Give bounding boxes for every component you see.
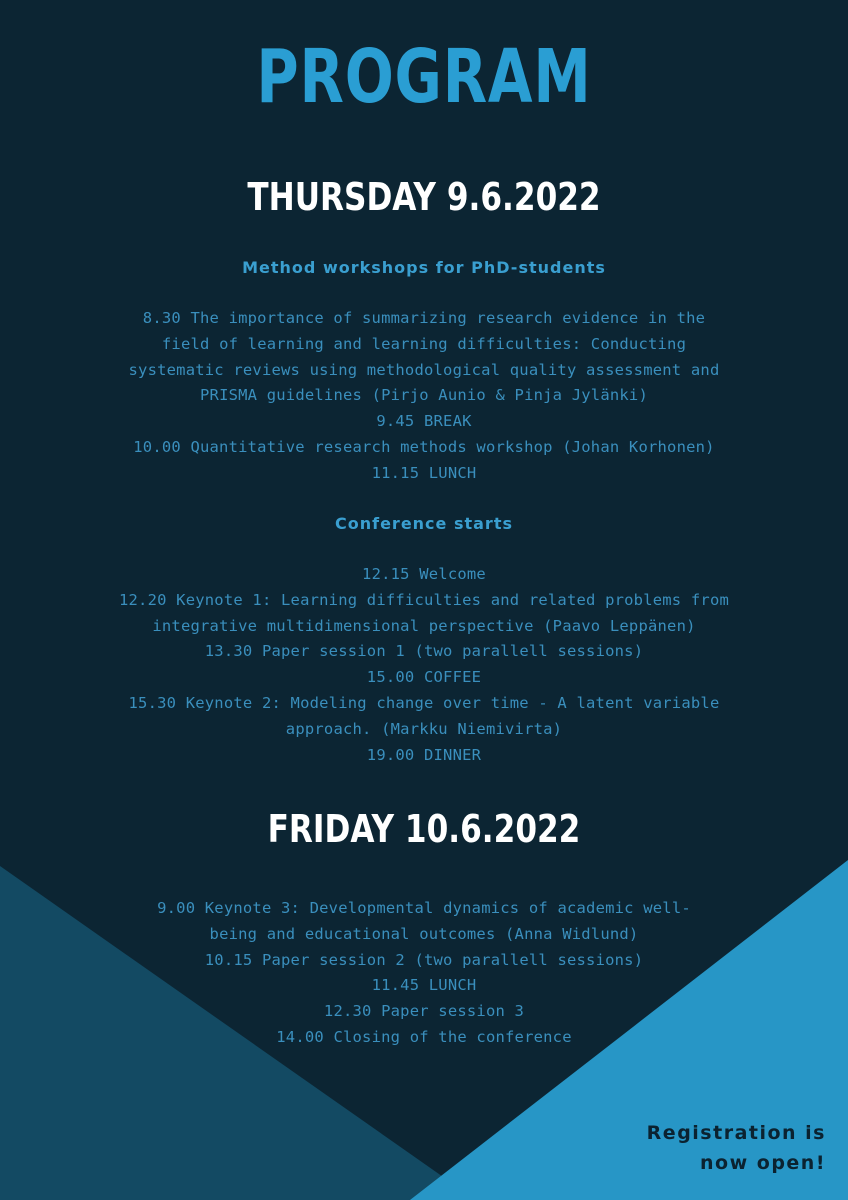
schedule-line: 12.30 Paper session 3 <box>323 1002 525 1021</box>
schedule-line: integrative multidimensional perspective (Paavo Leppänen) <box>152 616 696 635</box>
conference-heading: Conference starts <box>334 514 513 533</box>
friday-schedule <box>0 896 848 1051</box>
conference-schedule <box>0 562 848 768</box>
page-title: PROGRAM <box>256 34 592 120</box>
schedule-line: PRISMA guidelines (Pirjo Aunio & Pinja Jylänki) <box>200 386 648 405</box>
schedule-line: 11.45 LUNCH <box>371 976 477 995</box>
schedule-line: approach. (Markku Niemivirta) <box>285 719 563 738</box>
registration-line-2: now open! <box>700 1152 826 1174</box>
schedule-line: systematic reviews using methodological quality assessment and <box>128 360 720 379</box>
schedule-line: 12.15 Welcome <box>362 565 486 583</box>
schedule-line: field of learning and learning difficulties: Conducting <box>161 334 687 353</box>
schedule-line: being and educational outcomes (Anna Widlund) <box>209 924 639 943</box>
workshops-heading: Method workshops for PhD-students <box>242 258 606 277</box>
schedule-line: 15.00 COFFEE <box>366 668 482 687</box>
friday-heading: FRIDAY 10.6.2022 <box>267 807 581 851</box>
schedule-line: 15.30 Keynote 2: Modeling change over time - A latent variable <box>128 693 720 712</box>
schedule-line: 10.00 Quantitative research methods workshop (Johan Korhonen) <box>133 437 715 456</box>
thursday-heading: THURSDAY 9.6.2022 <box>247 175 601 219</box>
schedule-line: 14.00 Closing of the conference <box>276 1027 572 1046</box>
schedule-line: 12.20 Keynote 1: Learning difficulties and related problems from <box>118 590 730 609</box>
registration-notice <box>647 1118 826 1178</box>
schedule-line: 13.30 Paper session 1 (two parallell sessions) <box>204 642 644 661</box>
schedule-line: 8.30 The importance of summarizing research evidence in the <box>142 309 706 327</box>
schedule-line: 9.00 Keynote 3: Developmental dynamics of academic well- <box>157 899 691 917</box>
schedule-line: 9.45 BREAK <box>376 412 472 431</box>
schedule-line: 19.00 DINNER <box>366 745 482 764</box>
workshop-schedule <box>0 306 848 487</box>
schedule-line: 11.15 LUNCH <box>371 463 477 482</box>
registration-line-1: Registration is <box>646 1122 826 1144</box>
schedule-line: 10.15 Paper session 2 (two parallell sessions) <box>204 950 644 969</box>
